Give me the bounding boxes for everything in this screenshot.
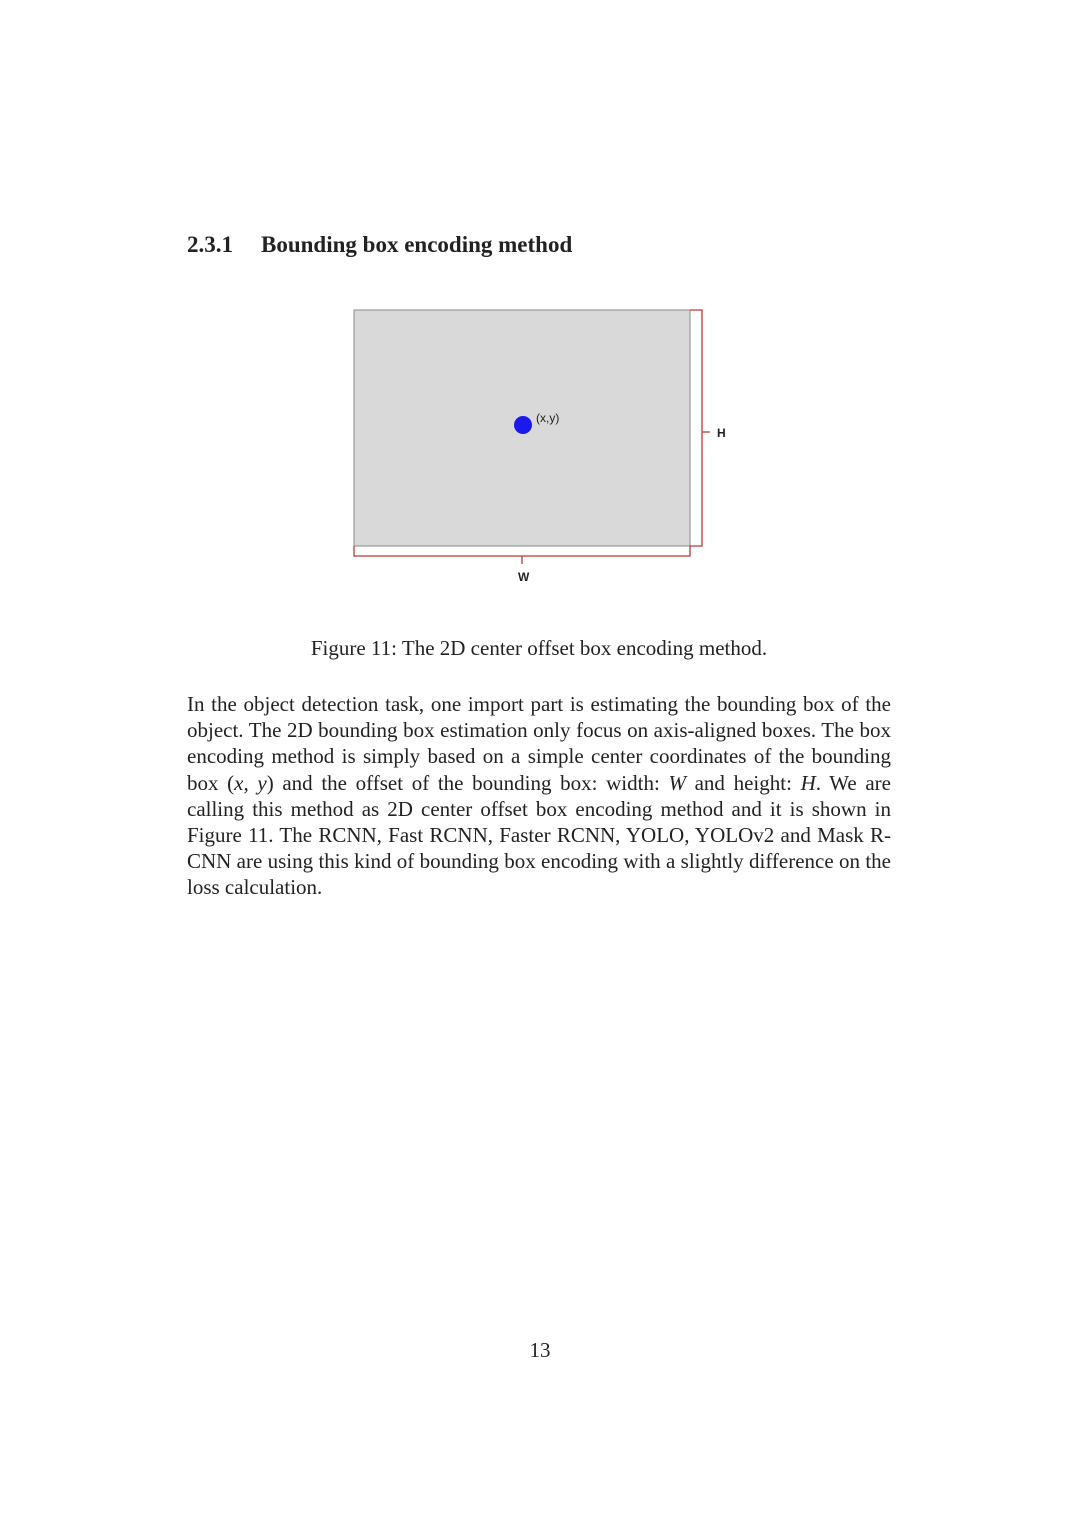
paragraph-text-4: . We are calling this method as 2D center offset box encoding method and it is shown in Figure 11. The RCNN, Fast RCNN, Faster RCNN, YOLO, YOLOv2 and Mask R-CNN are using this kind of bounding box encoding with a slightly difference on the loss calculation.	[187, 770, 892, 900]
paragraph-text-3: and height:	[685, 770, 801, 795]
figure-caption: Figure 11: The 2D center offset box encoding method.	[310, 636, 768, 660]
body-paragraph	[187, 691, 891, 901]
height-label: H	[717, 426, 726, 440]
section-title: Bounding box encoding method	[261, 232, 573, 257]
math-w: W	[668, 770, 686, 795]
width-bracket	[354, 546, 690, 564]
math-xy: x, y	[234, 770, 267, 795]
width-label: W	[518, 570, 530, 584]
center-point-label: (x,y)	[536, 411, 560, 425]
figure-bounding-box	[340, 300, 740, 595]
paragraph-text-2: ) and the offset of the bounding box: width:	[266, 770, 669, 795]
section-number: 2.3.1	[187, 232, 233, 257]
page-number: 13	[529, 1338, 551, 1362]
section-heading	[187, 232, 572, 258]
paragraph-text-1: In the object detection task, one import part is estimating the bounding box of the object. The 2D bounding box estimation only focus on axis-aligned boxes. The box encoding method is simply based on a simple center coordinates of the bounding box (	[187, 692, 891, 795]
center-point-dot	[514, 416, 532, 434]
height-bracket	[690, 310, 710, 546]
bounding-box-diagram	[340, 300, 740, 595]
math-h: H	[800, 770, 816, 795]
